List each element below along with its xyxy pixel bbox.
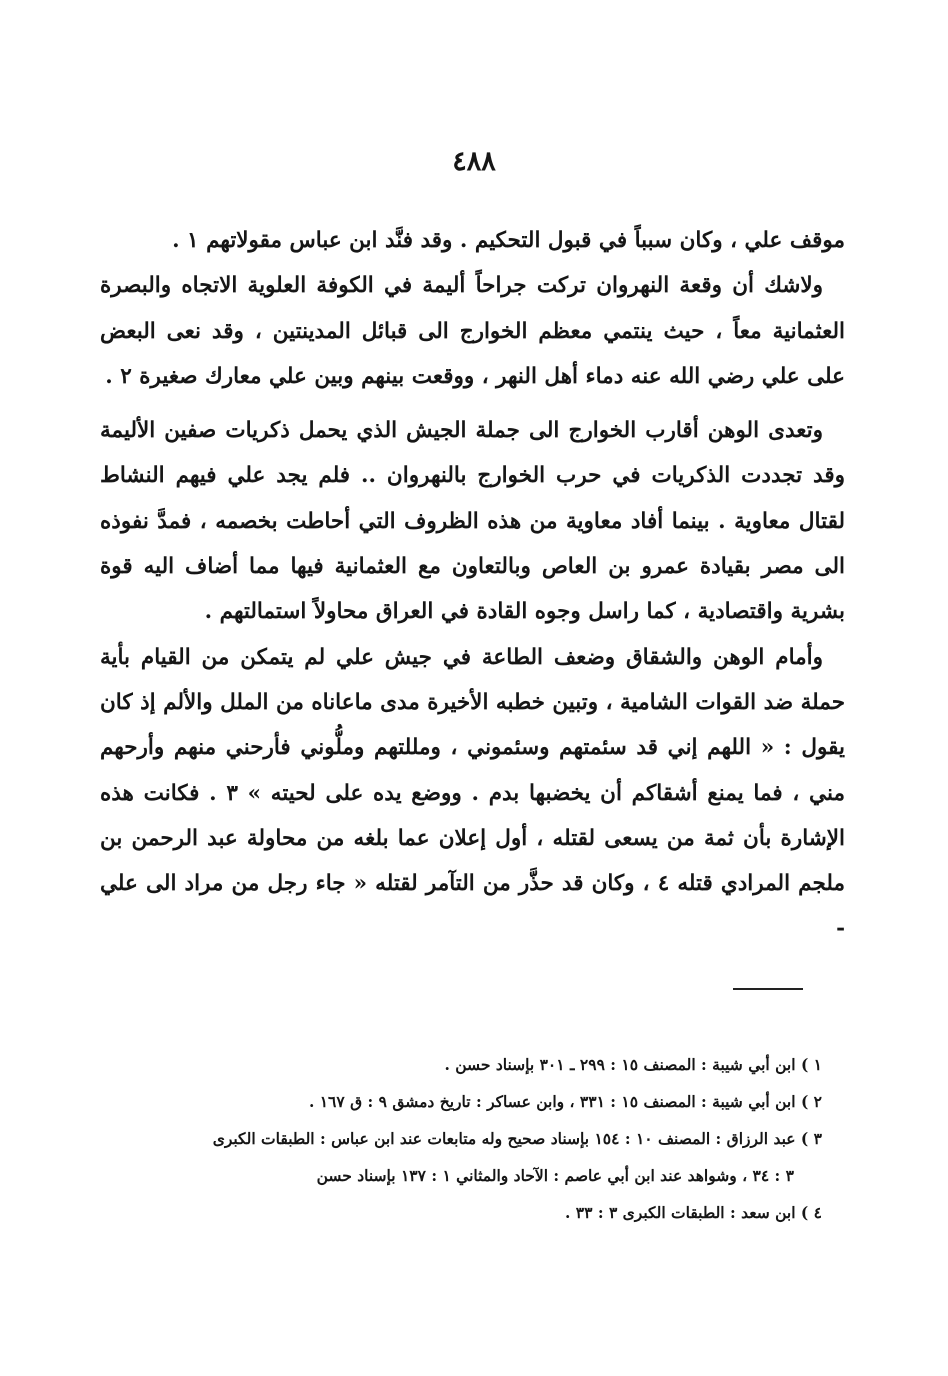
paragraph-4: وأمام الوهن والشقاق وضعف الطاعة في جيش علي لم يتمكن من القيام بأية حملة ضد القوات الشامية ، وتبين خطبه الأخيرة مدى ماعاناه من الملل والألم إذ كان يقول : « اللهم إني قد سئمتهم وسئموني ، ومللتهم وملُّوني فأرحني منهم وأرحهم مني ، فما يمنع أشقاكم أن يخضبها بدم . ووضع يده على لحيته » ٣ . فكانت هذه الإشارة بأن ثمة من يسعى لقتله ، أول إعلان عما بلغه من محاولة عبد الرحمن بن ملجم المرادي قتله ٤ ، وكان قد حذَّر من التآمر لقتله « جاء رجل من مراد الى علي - [100, 644, 845, 942]
page-number: ٤٨٨ [452, 146, 496, 177]
paragraph-3: وتعدى الوهن أقارب الخوارج الى جملة الجيش الذي يحمل ذكريات صفين الأليمة وقد تجددت الذكريات في حرب الخوارج بالنهروان .. فلم يجد علي فيهم النشاط لقتال معاوية . بينما أفاد معاوية من هذه الظروف التي أحاطت بخصمه ، فمدَّ نفوذه الى مصر بقيادة عمرو بن العاص وبالتعاون مع العثمانية فيها مما أضاف اليه قوة بشرية واقتصادية ، كما راسل وجوه القادة في العراق محاولاً استمالتهم . [100, 418, 845, 625]
footnote-separator [733, 988, 803, 990]
footnote-3: ٣ ) عبد الرزاق : المصنف ١٠ : ١٥٤ بإسناد صحيح وله متابعات عند ابن عباس : الطبقات الكبرى [212, 1129, 822, 1148]
paragraph-2: ولاشك أن وقعة النهروان تركت جراحاً أليمة في الكوفة العلوية الاتجاه والبصرة العثمانية معاً ، حيث ينتمي معظم الخوارج الى قبائل المدينتين ، وقد نعى البعض على علي رضي الله عنه دماء أهل النهر ، ووقعت بينهم وبين علي معارك صغيرة ٢ . [100, 273, 845, 389]
paragraph-1: موقف علي ، وكان سبباً في قبول التحكيم . وقد فنَّد ابن عباس مقولاتهم ١ . [172, 228, 845, 253]
footnotes [100, 1046, 822, 1231]
footnote-1: ١ ) ابن أبي شيبة : المصنف ١٥ : ٢٩٩ ـ ٣٠١ بإسناد حسن . [444, 1055, 822, 1074]
footnote-2: ٢ ) ابن أبي شيبة : المصنف ١٥ : ٣٣١ ، وابن عساكر : تاريخ دمشق ٩ : ق ١٦٧ . [308, 1092, 822, 1111]
footnote-3-continuation: ٣ : ٣٤ ، وشواهد عند ابن أبي عاصم : الآحاد والمثاني ١ : ١٣٧ بإسناد حسن [316, 1166, 794, 1185]
main-text [100, 218, 845, 952]
footnote-4: ٤ ) ابن سعد : الطبقات الكبرى ٣ : ٣٣ . [564, 1203, 822, 1222]
